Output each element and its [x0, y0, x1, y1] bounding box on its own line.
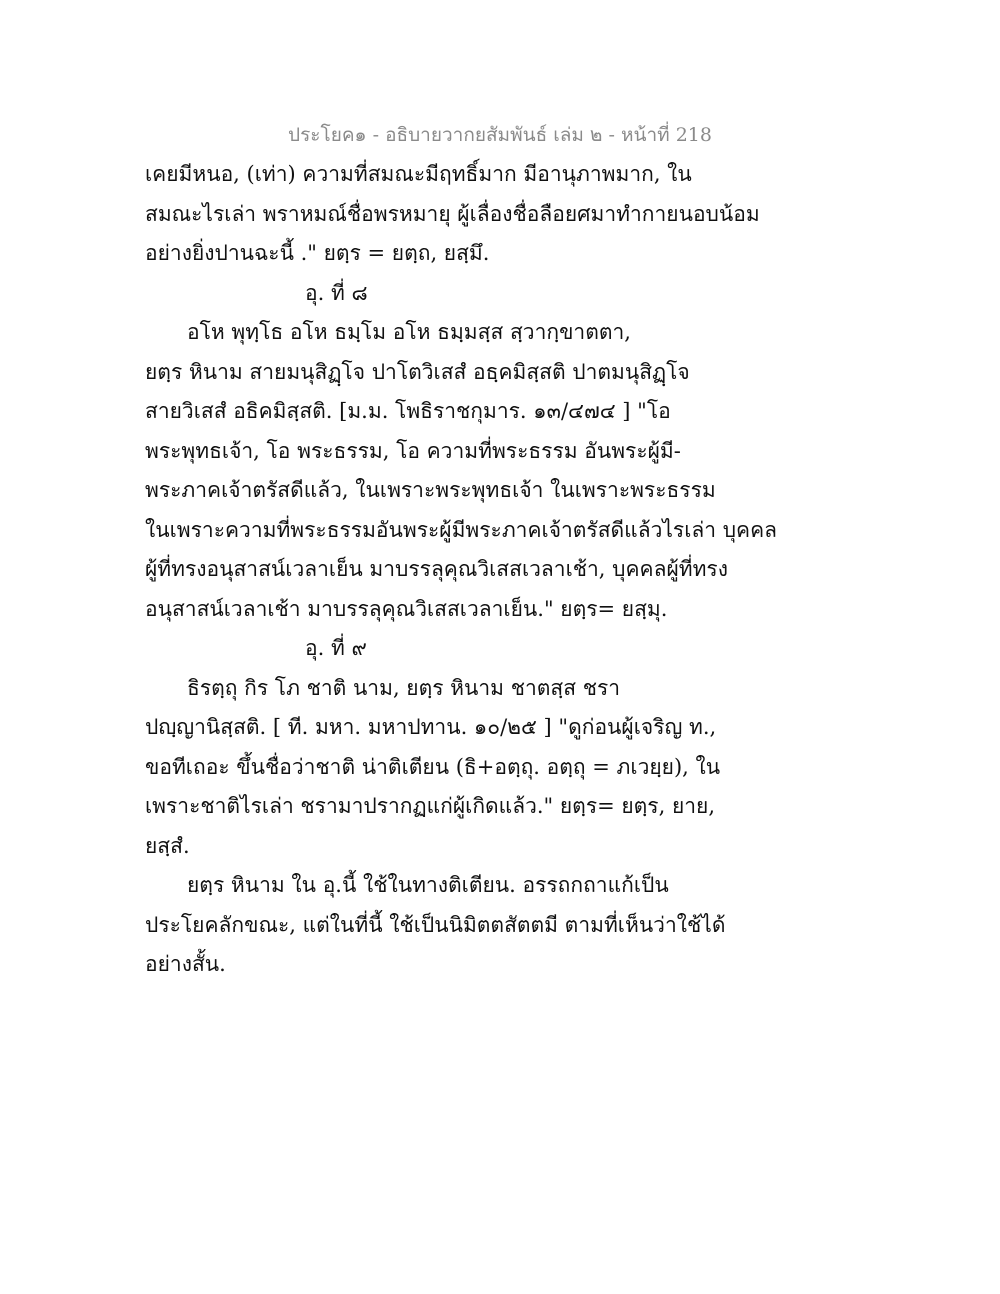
running-head: ประโยค๑ - อธิบายวากยสัมพันธ์ เล่ม ๒ - หน้าที่ 218: [288, 124, 712, 146]
text-line-8: พระพุทธเจ้า, โอ พระธรรม, โอ ความที่พระธรรม อันพระผู้มี-: [145, 438, 681, 463]
example-heading-8: อุ. ที่ ๘: [305, 280, 368, 305]
page-body: [145, 155, 865, 985]
text-line-3: อย่างยิ่งปานฉะนี้ ." ยตฺร = ยตฺถ, ยสฺมึ.: [145, 241, 490, 265]
text-line-11: ผู้ที่ทรงอนุสาสน์เวลาเย็น มาบรรลุคุณวิเสสเวลาเช้า, บุคคลผู้ที่ทรง: [145, 557, 728, 581]
text-line-10: ในเพราะความที่พระธรรมอันพระผู้มีพระภาคเจ้าตรัสดีแล้วไรเล่า บุคคล: [145, 517, 778, 542]
text-line-9: พระภาคเจ้าตรัสดีแล้ว, ในเพราะพระพุทธเจ้า ในเพราะพระธรรม: [145, 478, 716, 502]
example-heading-9: อุ. ที่ ๙: [305, 636, 367, 660]
text-line-6: ยตฺร หินาม สายมนุสิฏฺโจ ปาโตวิเสสํ อธฺคมิสฺสติ ปาตมนุสิฏฺโจ: [145, 359, 690, 384]
text-line-16: ขอทีเถอะ ขึ้นชื่อว่าชาติ น่าติเตียน (ธิ+อตฺถุ. อตฺถุ = ภเวยฺย), ใน: [145, 754, 721, 779]
text-line-12: อนุสาสน์เวลาเช้า มาบรรลุคุณวิเสสเวลาเย็น." ยตฺร= ยสฺมุ.: [145, 596, 668, 621]
text-line-15: ปญฺญานิสฺสติ. [ ที. มหา. มหาปทาน. ๑๐/๒๕ ] "ดูก่อนผู้เจริญ ท.,: [145, 715, 717, 739]
text-line-19: ยตฺร หินาม ใน อุ.นี้ ใช้ในทางติเตียน. อรรถกถาแก้เป็น: [187, 873, 669, 897]
text-line-18: ยสฺสํ.: [145, 833, 190, 858]
text-line-14: ธิรตฺถุ กิร โภ ชาติ นาม, ยตฺร หินาม ชาตสฺส ชรา: [187, 675, 621, 700]
text-line-7: สายวิเสสํ อธิคมิสฺสติ. [ม.ม. โพธิราชกุมาร. ๑๓/๔๗๔ ] "โอ: [145, 399, 671, 423]
text-line-1: เคยมีหนอ, (เท่า) ความที่สมณะมีฤทธิ์มาก มีอานุภาพมาก, ใน: [145, 162, 692, 186]
text-line-20: ประโยคลักขณะ, แต่ในที่นี้ ใช้เป็นนิมิตตสัตตมี ตามที่เห็นว่าใช้ได้: [145, 912, 726, 937]
text-line-21: อย่างสั้น.: [145, 952, 226, 976]
text-line-17: เพราะชาติไรเล่า ชรามาปรากฏแก่ผู้เกิดแล้ว." ยตฺร= ยตฺร, ยาย,: [145, 794, 716, 818]
text-line-5: อโห พุทฺโธ อโห ธมฺโม อโห ธมฺมสฺส สฺวากฺขาตตา,: [187, 320, 631, 344]
text-line-2: สมณะไรเล่า พราหมณ์ชื่อพรหมายุ ผู้เลื่องชื่อลือยศมาทำกายนอบน้อม: [145, 201, 760, 226]
